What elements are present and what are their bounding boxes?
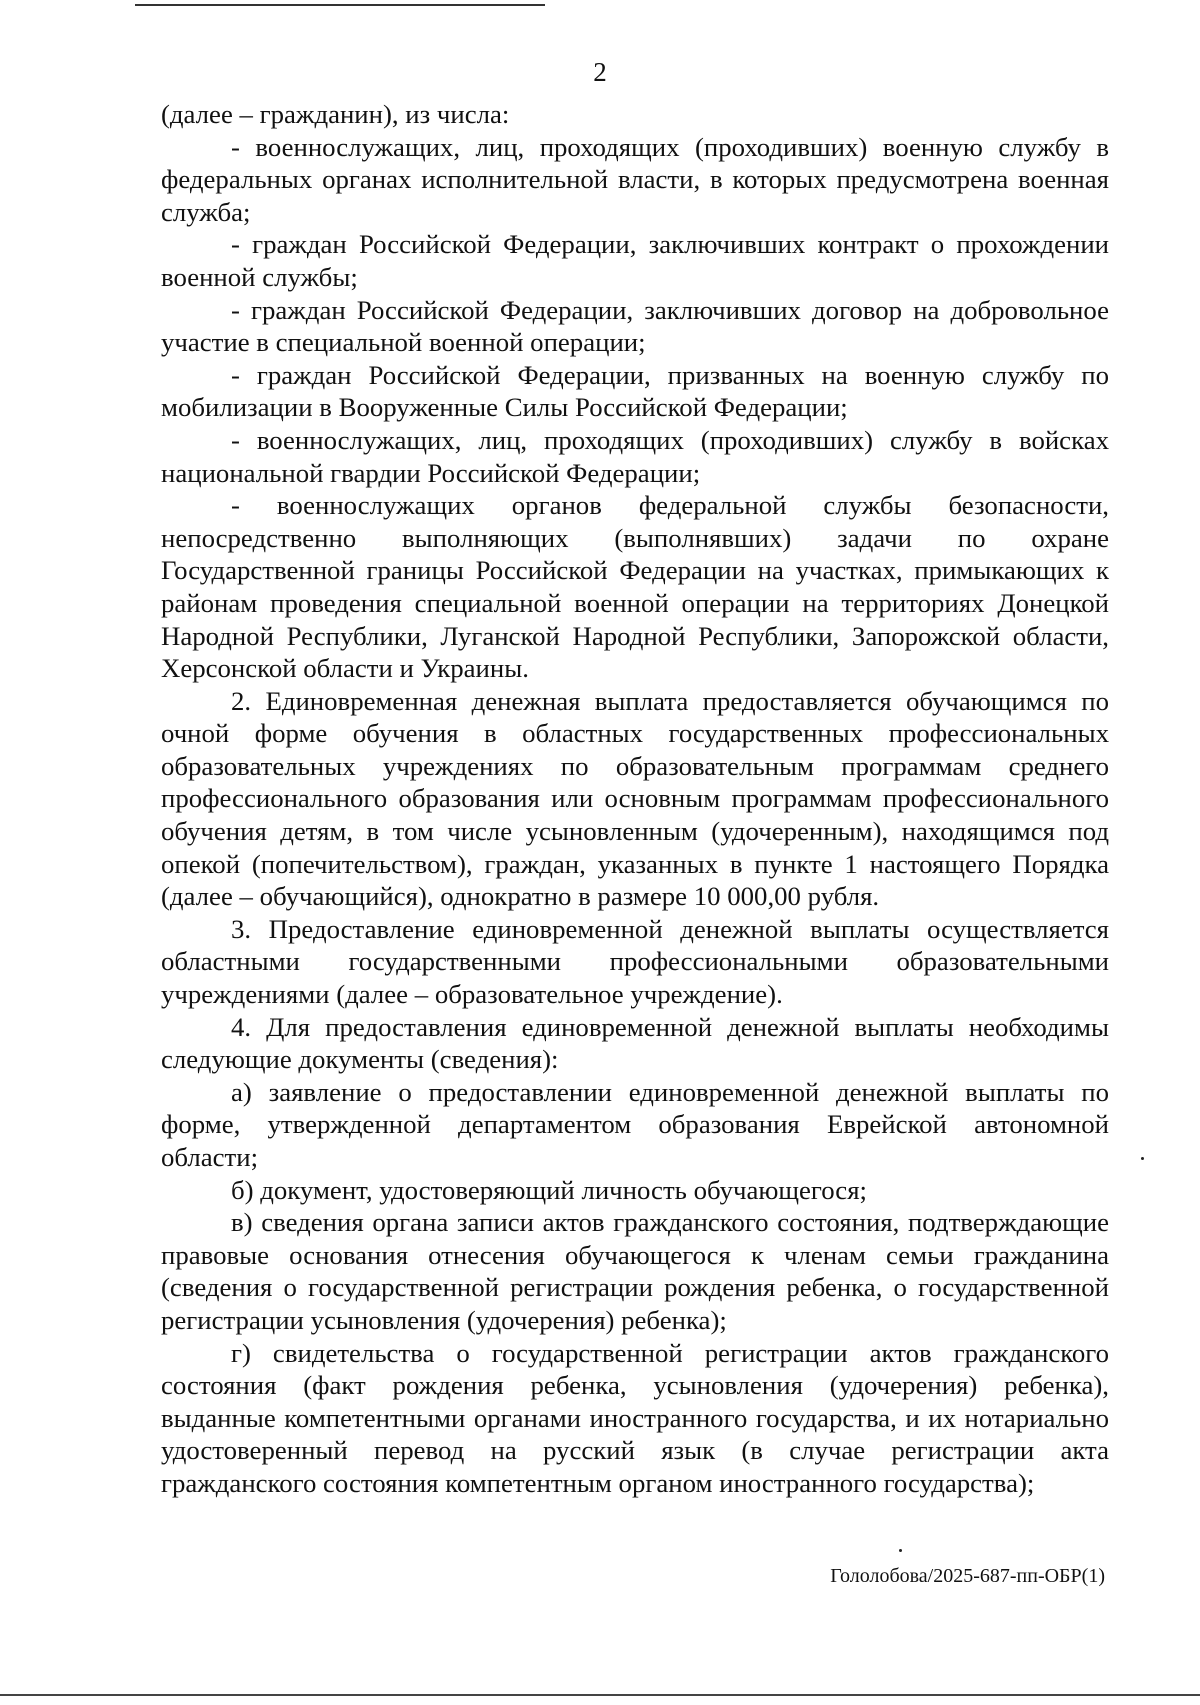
scan-top-rule	[135, 4, 545, 6]
document-paragraph: - граждан Российской Федерации, заключивших контракт о прохождении военной службы;	[161, 229, 1109, 292]
document-paragraph: 4. Для предоставления единовременной денежной выплаты необходимы следующие документы (сведения):	[161, 1011, 1109, 1075]
document-paragraph: - военнослужащих, лиц, проходящих (проходивших) службу в войсках национальной гвардии Российской Федерации;	[161, 424, 1109, 488]
document-paragraph: а) заявление о предоставлении единовременной денежной выплаты по форме, утвержденной департаментом образования Еврейской автономной области;	[161, 1076, 1109, 1172]
document-body	[161, 98, 1109, 1500]
document-paragraph: - военнослужащих органов федеральной службы безопасности, непосредственно выполняющих (выполнявших) задачи по охране Государственной границы Российской Федерации на участках, примыкающих к районам проведения специальной военной операции на территориях Донецкой Народной Республики, Луганской Народной Республики, Запорожской области, Херсонской области и Украины.	[161, 490, 1109, 684]
document-paragraph: 2. Единовременная денежная выплата предоставляется обучающимся по очной форме обучения в областных государственных профессиональных образовательных учреждениях по образовательным программам среднего профессионального образования или основным программам профессионального обучения детям, в том числе усыновленным (удочеренным), находящимся под опекой (попечительством), граждан, указанных в пункте 1 настоящего Порядка (далее – обучающийся), однократно в размере 10 000,00 рубля.	[161, 685, 1109, 912]
document-paragraph: - граждан Российской Федерации, заключивших договор на добровольное участие в специальной военной операции;	[161, 294, 1109, 358]
scan-speck	[1141, 1157, 1144, 1160]
document-paragraph: (далее – гражданин), из числа:	[161, 99, 510, 129]
document-paragraph: в) сведения органа записи актов гражданского состояния, подтверждающие правовые основания отнесения обучающегося к членам семьи гражданина (сведения о государственной регистрации рождения ребенка, о государственной регистрации усыновления (удочерения) ребенка);	[161, 1207, 1109, 1335]
document-paragraph: - граждан Российской Федерации, призванных на военную службу по мобилизации в Вооруженные Силы Российской Федерации;	[161, 359, 1109, 423]
scan-speck	[899, 1549, 902, 1552]
document-paragraph: г) свидетельства о государственной регистрации актов гражданского состояния (факт рождения ребенка, усыновления (удочерения) ребенка), выданные компетентными органами иностранного государства, и их нотариально удостоверенный перевод на русский язык (в случае регистрации акта гражданского состояния компетентным органом иностранного государства);	[161, 1337, 1109, 1498]
document-paragraph: 3. Предоставление единовременной денежной выплаты осуществляется областными государственными профессиональными образовательными учреждениями (далее – образовательное учреждение).	[161, 913, 1109, 1010]
scan-bottom-rule	[0, 1694, 1200, 1696]
document-footer-code: Гололобова/2025-687-пп-ОБР(1)	[830, 1565, 1105, 1587]
document-paragraph: - военнослужащих, лиц, проходящих (проходивших) военную службу в федеральных органах исполнительной власти, в которых предусмотрена военная служба;	[161, 131, 1109, 227]
page-number: 2	[593, 57, 607, 87]
document-paragraph: б) документ, удостоверяющий личность обучающегося;	[231, 1174, 867, 1205]
